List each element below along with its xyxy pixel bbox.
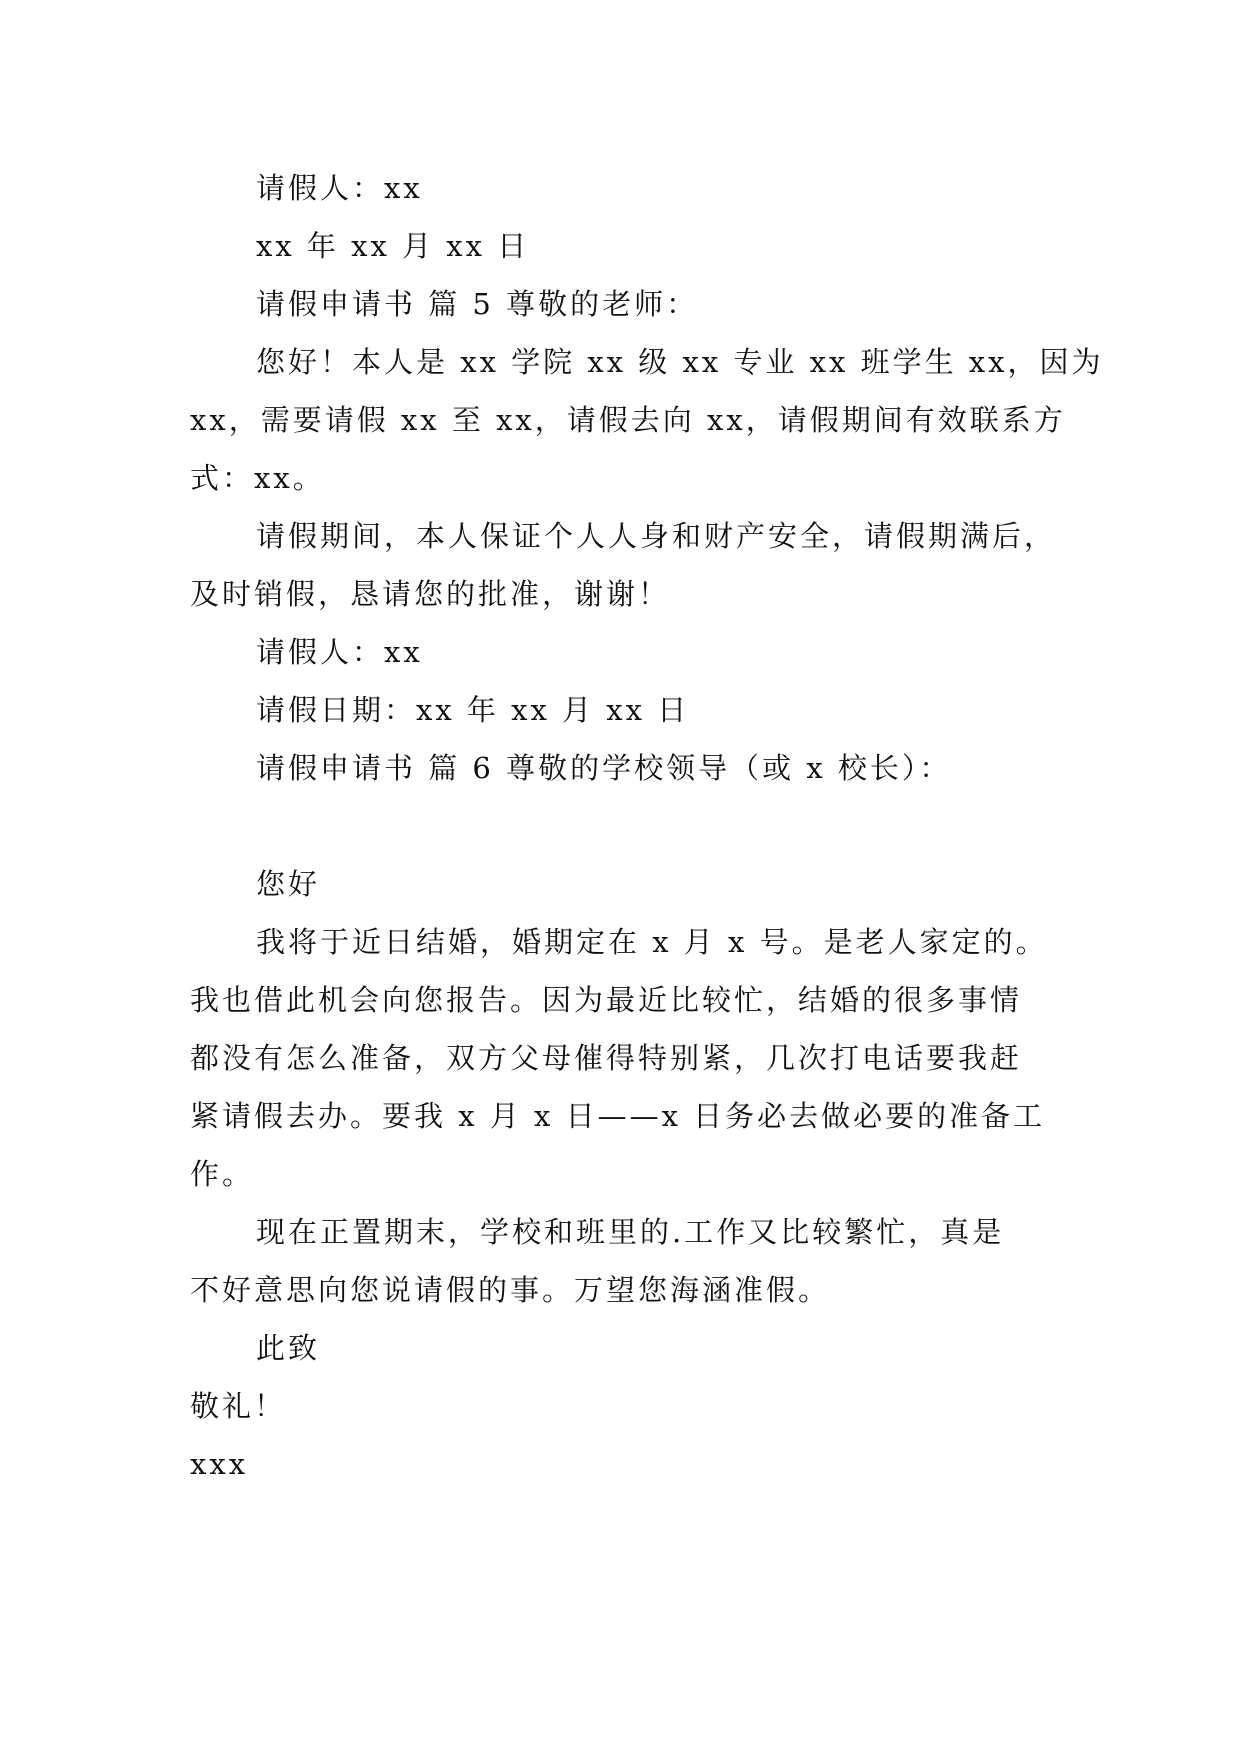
date-line: xx 年 xx 月 xx 日 xyxy=(256,229,530,263)
paragraph-line: 及时销假，恳请您的批准，谢谢！ xyxy=(190,577,671,611)
signature-line: xxx xyxy=(190,1447,249,1481)
greeting-line: 您好 xyxy=(256,867,321,901)
signer-line: 请假人：xx xyxy=(256,635,423,669)
paragraph-line: 作。 xyxy=(190,1157,255,1191)
paragraph-line: 我将于近日结婚，婚期定在 x 月 x 号。是老人家定的。 xyxy=(256,925,1048,959)
section-heading-6: 请假申请书 篇 6 尊敬的学校领导（或 x 校长）： xyxy=(256,751,952,785)
paragraph-line: 都没有怎么准备，双方父母催得特别紧，几次打电话要我赶 xyxy=(190,1041,1023,1075)
paragraph-line: 不好意思向您说请假的事。万望您海涵准假。 xyxy=(190,1273,831,1307)
paragraph-line: 现在正置期末，学校和班里的.工作又比较繁忙，真是 xyxy=(256,1215,1005,1249)
paragraph-line: 我也借此机会向您报告。因为最近比较忙，结婚的很多事情 xyxy=(190,983,1023,1017)
paragraph-line: 请假期间，本人保证个人人身和财产安全，请假期满后， xyxy=(256,519,1057,553)
section-heading-5: 请假申请书 篇 5 尊敬的老师： xyxy=(256,287,699,321)
paragraph-line: 您好！本人是 xx 学院 xx 级 xx 专业 xx 班学生 xx，因为 xyxy=(256,345,1104,379)
paragraph-line: 式：xx。 xyxy=(190,461,325,495)
closing-salute: 敬礼！ xyxy=(190,1389,287,1423)
paragraph-line: 紧请假去办。要我 x 月 x 日——x 日务必去做必要的准备工 xyxy=(190,1099,1046,1133)
closing-line: 此致 xyxy=(256,1331,321,1365)
signer-line: 请假人：xx xyxy=(256,171,423,205)
paragraph-line: xx，需要请假 xx 至 xx，请假去向 xx，请假期间有效联系方 xyxy=(190,403,1066,437)
date-line: 请假日期：xx 年 xx 月 xx 日 xyxy=(256,693,690,727)
